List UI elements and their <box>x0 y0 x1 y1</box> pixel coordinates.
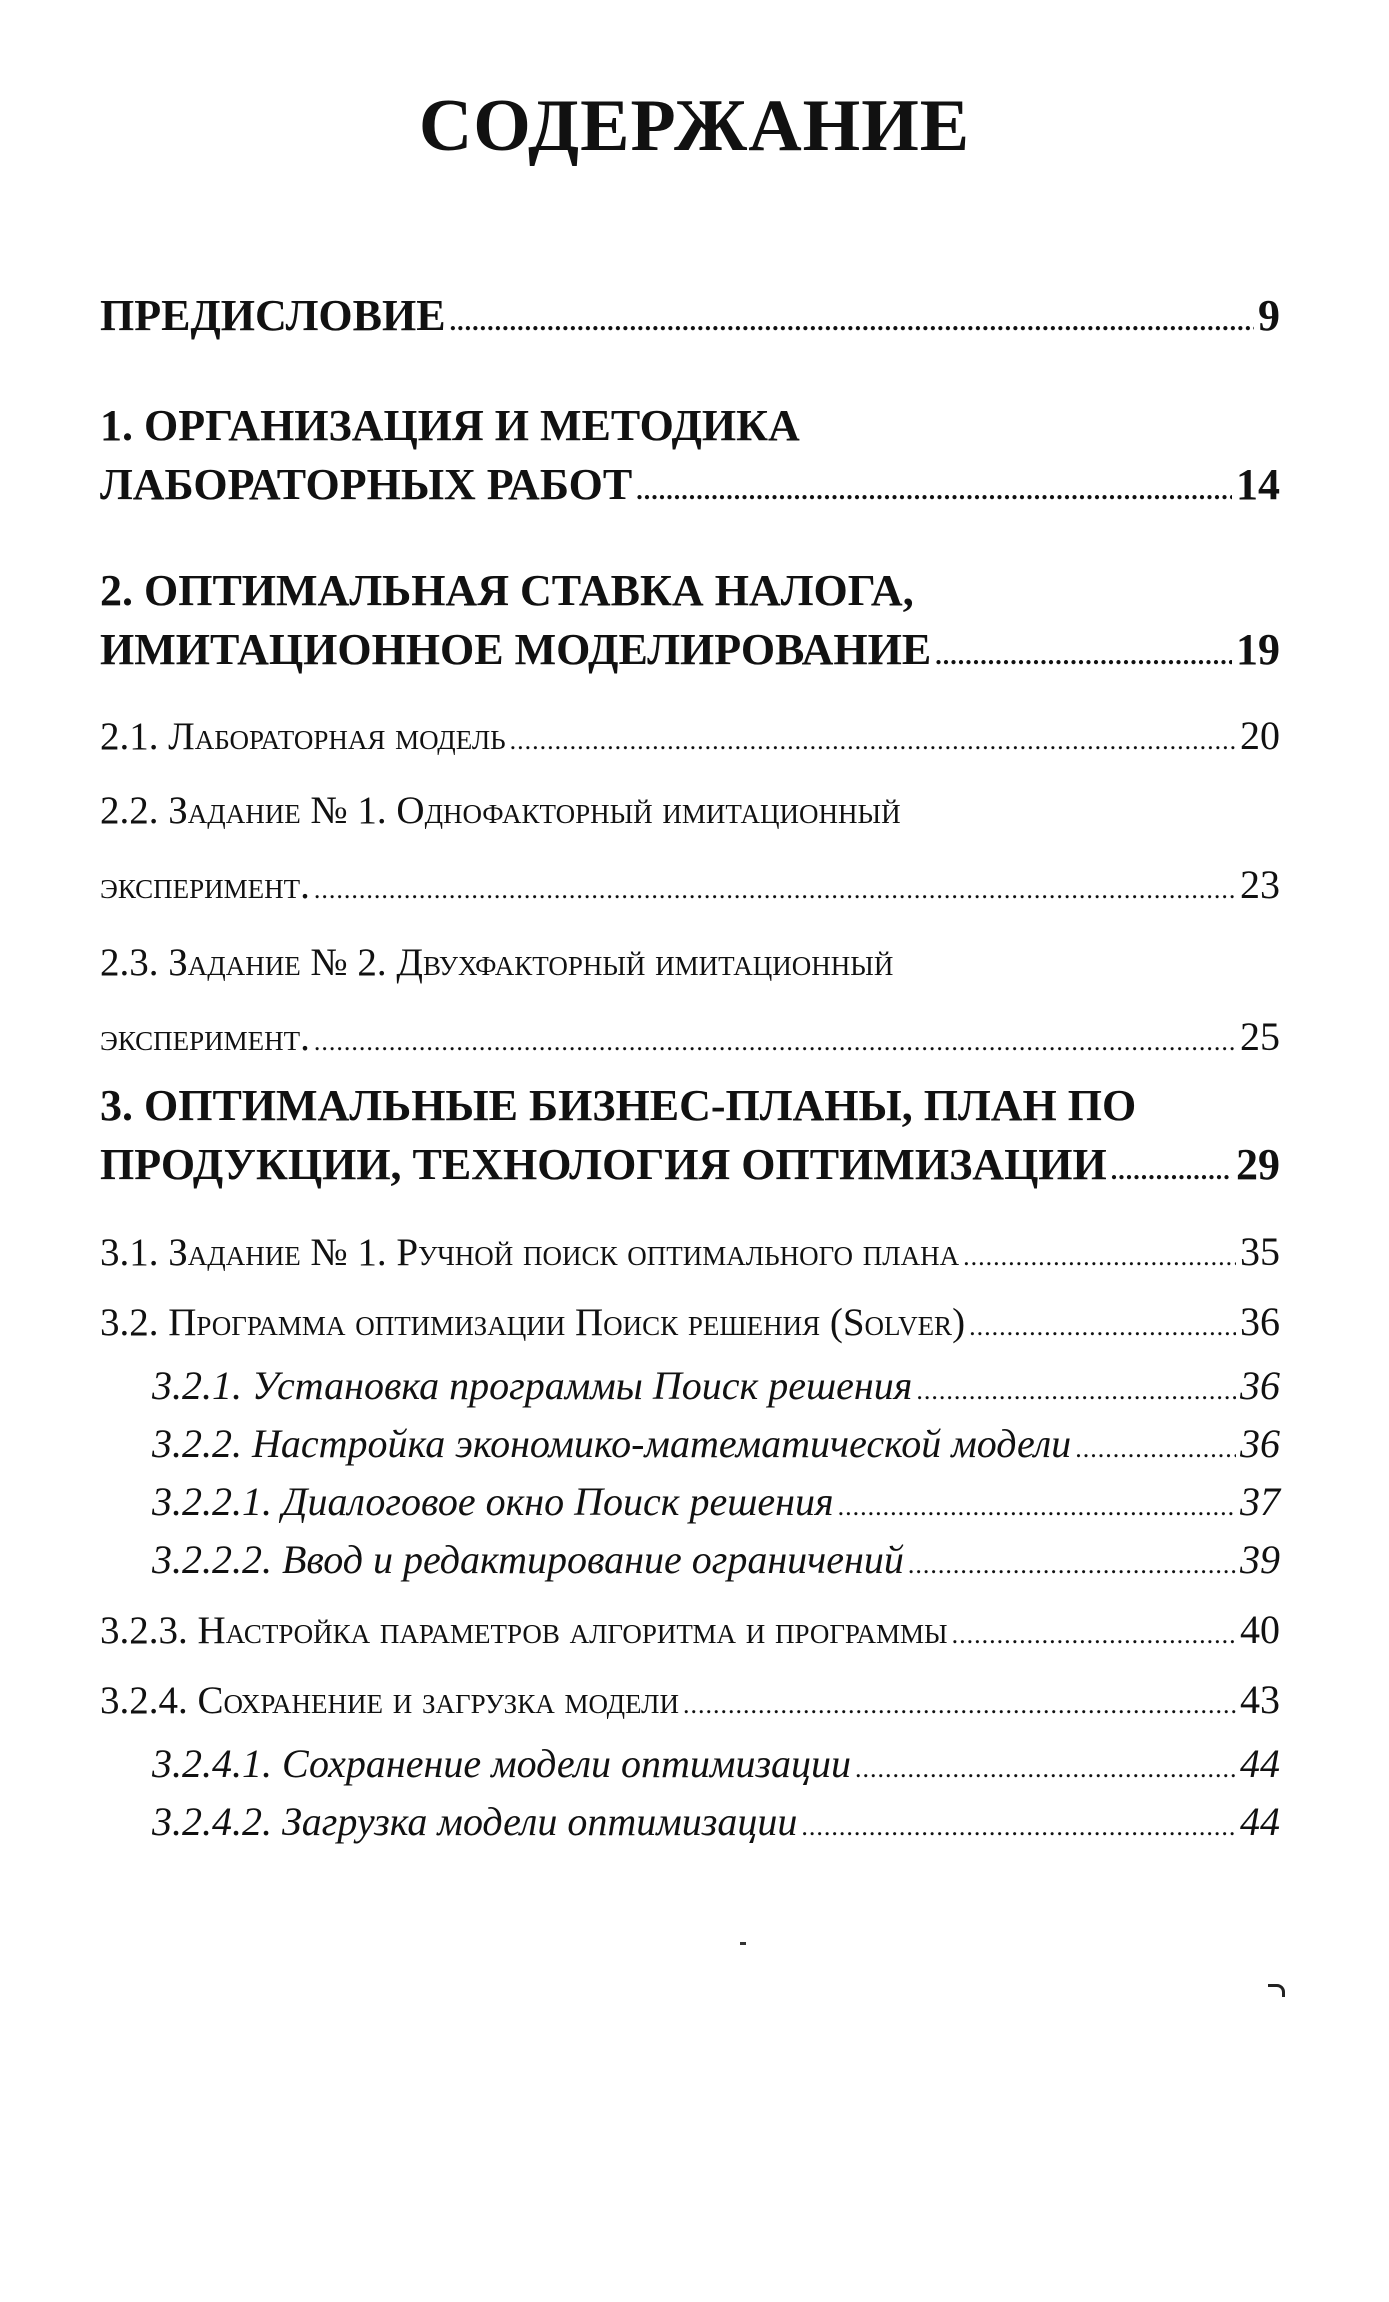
toc-page-number: 36 <box>1240 1299 1280 1344</box>
toc-page-number: 9 <box>1258 291 1280 340</box>
dot-leader <box>510 726 1236 756</box>
toc-entry-title: 3.2.4.1. Сохранение модели оптимизации <box>152 1741 852 1786</box>
toc-entry-title: 3.2.3. Настройка параметров алгоритма и программы <box>100 1609 948 1652</box>
dot-leader <box>1075 1434 1236 1464</box>
toc-page-number: 35 <box>1240 1229 1280 1274</box>
toc-entry-2-2[interactable] <box>100 788 1280 908</box>
toc-entry-title: 3.2.2.2. Ввод и редактирование ограничений <box>152 1537 904 1582</box>
toc-entry-title-line1: 1. ОРГАНИЗАЦИЯ И МЕТОДИКА <box>100 401 800 450</box>
toc-entry-title: эксперимент. <box>100 1016 310 1059</box>
toc-page-number: 36 <box>1240 1421 1280 1466</box>
toc-page-number: 14 <box>1236 460 1280 509</box>
toc-entry-title-line1: 2.2. Задание № 1. Однофакторный имитационный <box>100 789 901 832</box>
toc-page-number: 19 <box>1236 625 1280 674</box>
toc-entry-title: ПРОДУКЦИИ, ТЕХНОЛОГИЯ ОПТИМИЗАЦИИ <box>100 1140 1107 1189</box>
toc-entry-3-2-4-2[interactable] <box>100 1798 1280 1845</box>
toc-page-number: 23 <box>1240 862 1280 907</box>
toc-page-number: 44 <box>1240 1799 1280 1844</box>
dot-leader <box>916 1376 1236 1406</box>
toc-entry-title: 3.2.1. Установка программы Поиск решения <box>152 1363 913 1408</box>
toc-entry-title: 3.2.4.2. Загрузка модели оптимизации <box>152 1799 798 1844</box>
dot-leader <box>952 1620 1236 1650</box>
toc-entry-chapter-2[interactable] <box>100 565 1280 675</box>
toc-entry-title: ПРЕДИСЛОВИЕ <box>100 291 446 340</box>
toc-entry-3-1[interactable] <box>100 1228 1280 1275</box>
toc-page-number: 39 <box>1240 1537 1280 1582</box>
dot-leader <box>838 1492 1236 1522</box>
toc-entry-title: 3.2.2. Настройка экономико-математической модели <box>152 1421 1072 1466</box>
toc-entry-title-line1: 2. ОПТИМАЛЬНАЯ СТАВКА НАЛОГА, <box>100 566 914 615</box>
toc-page-number: 40 <box>1240 1607 1280 1652</box>
scan-artifact-mark <box>740 1942 746 1945</box>
dot-leader <box>450 307 1254 337</box>
toc-entry-title: ИМИТАЦИОННОЕ МОДЕЛИРОВАНИЕ <box>100 625 932 674</box>
toc-entry-title: 3.2.2.1. Диалоговое окно Поиск решения <box>152 1479 834 1524</box>
dot-leader <box>801 1812 1236 1842</box>
toc-entry-3-2-4[interactable] <box>100 1676 1280 1723</box>
toc-page-number: 43 <box>1240 1677 1280 1722</box>
toc-entry-title-line1: 3. ОПТИМАЛЬНЫЕ БИЗНЕС-ПЛАНЫ, ПЛАН ПО <box>100 1081 1137 1130</box>
dot-leader <box>908 1550 1236 1580</box>
toc-entry-title: 3.2.4. Сохранение и загрузка модели <box>100 1679 679 1722</box>
toc-entry-title: ЛАБОРАТОРНЫХ РАБОТ <box>100 460 633 509</box>
toc-entry-title-line1: 2.3. Задание № 2. Двухфакторный имитационный <box>100 941 894 984</box>
toc-page-number: 29 <box>1236 1140 1280 1189</box>
toc-entry-2-3[interactable] <box>100 940 1280 1060</box>
toc-page-number: 37 <box>1240 1479 1280 1524</box>
dot-leader <box>935 641 1232 671</box>
toc-entry-3-2-3[interactable] <box>100 1606 1280 1653</box>
toc-entry-preface[interactable] <box>100 290 1280 341</box>
toc-page-number: 20 <box>1240 713 1280 758</box>
toc-entry-3-2-4-1[interactable] <box>100 1740 1280 1787</box>
toc-entry-title: 2.1. Лабораторная модель <box>100 715 506 758</box>
dot-leader <box>1111 1156 1232 1186</box>
toc-entry-title: эксперимент. <box>100 864 310 907</box>
toc-page-number: 36 <box>1240 1363 1280 1408</box>
toc-entry-3-2-1[interactable] <box>100 1362 1280 1409</box>
toc-entry-3-2-2[interactable] <box>100 1420 1280 1467</box>
toc-page-number: 25 <box>1240 1014 1280 1059</box>
dot-leader <box>855 1754 1236 1784</box>
toc-entry-chapter-1[interactable] <box>100 400 1280 510</box>
toc-entry-3-2[interactable] <box>100 1298 1280 1345</box>
dot-leader <box>683 1690 1236 1720</box>
toc-page-number: 44 <box>1240 1741 1280 1786</box>
toc-entry-3-2-2-2[interactable] <box>100 1536 1280 1583</box>
dot-leader <box>314 1027 1236 1057</box>
toc-entry-title: 3.2. Программа оптимизации Поиск решения (Solver) <box>100 1301 966 1344</box>
dot-leader <box>969 1312 1236 1342</box>
dot-leader <box>636 476 1232 506</box>
toc-entry-2-1[interactable] <box>100 712 1280 759</box>
dot-leader <box>314 875 1236 905</box>
toc-entry-chapter-3[interactable] <box>100 1080 1280 1190</box>
dot-leader <box>963 1242 1236 1272</box>
scan-artifact-corner <box>1268 1984 1285 1997</box>
toc-entry-title: 3.1. Задание № 1. Ручной поиск оптимального плана <box>100 1231 960 1274</box>
page-title: СОДЕРЖАНИЕ <box>418 85 971 167</box>
toc-entry-3-2-2-1[interactable] <box>100 1478 1280 1525</box>
